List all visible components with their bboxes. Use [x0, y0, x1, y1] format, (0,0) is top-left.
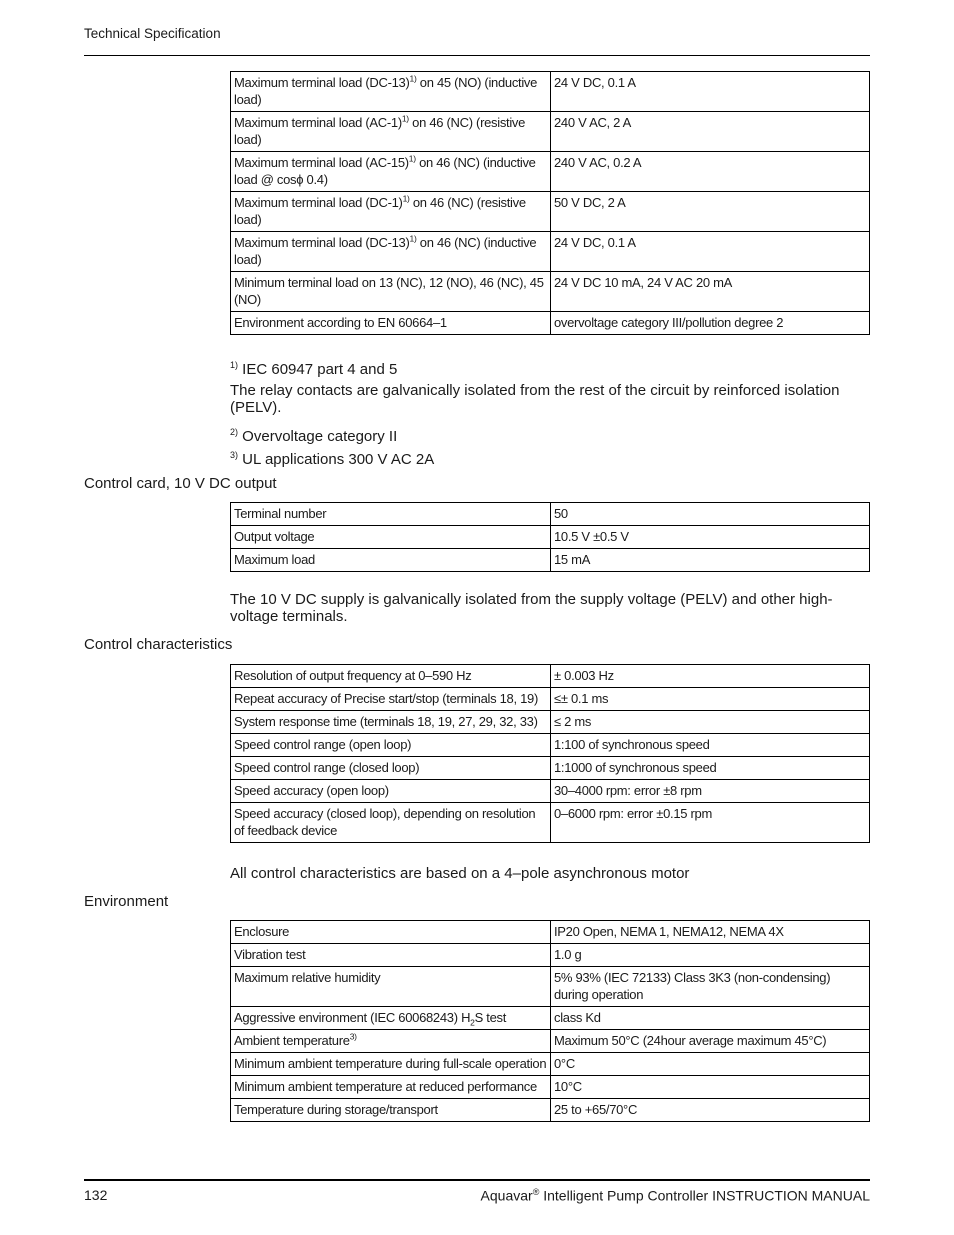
spec-label-cell: Speed control range (open loop) [231, 734, 551, 757]
footnote-ref: 1) [401, 113, 409, 124]
table-row [231, 152, 870, 192]
table-row [231, 944, 870, 967]
spec-value-cell: overvoltage category III/pollution degree 2 [551, 312, 870, 335]
control-characteristics-heading: Control characteristics [84, 636, 233, 653]
spec-label-cell: Maximum relative humidity [231, 967, 551, 1007]
spec-label-cell: Output voltage [231, 526, 551, 549]
spec-value-cell: IP20 Open, NEMA 1, NEMA12, NEMA 4X [551, 921, 870, 944]
running-header: Technical Specification [84, 26, 221, 41]
table-row [231, 967, 870, 1007]
spec-value-cell: 50 [551, 503, 870, 526]
control-card-table [230, 502, 870, 572]
spec-label-cell: Speed control range (closed loop) [231, 757, 551, 780]
table-row [231, 803, 870, 843]
footnote-ref: 1) [402, 193, 410, 204]
spec-label-cont: on 45 (NO) (inductive load) [234, 75, 538, 107]
spec-label-cell: Speed accuracy (open loop) [231, 780, 551, 803]
spec-label-cell: Minimum ambient temperature during full-scale operation [231, 1053, 551, 1076]
spec-label-cell: Vibration test [231, 944, 551, 967]
spec-label: Maximum terminal load (AC-1) [234, 115, 402, 130]
registered-mark: ® [532, 1187, 540, 1197]
spec-label-cell: Repeat accuracy of Precise start/stop (terminals 18, 19) [231, 688, 551, 711]
control-card-note: The 10 V DC supply is galvanically isolated from the supply voltage (PELV) and other high-voltage terminals. [230, 591, 833, 625]
table-row [231, 688, 870, 711]
footnote-ref: 1) [408, 153, 416, 164]
table-row [231, 503, 870, 526]
isolation-note: The relay contacts are galvanically isolated from the rest of the circuit by reinforced isolation (PELV). [230, 382, 840, 416]
spec-value-cell: class Kd [551, 1007, 870, 1030]
spec-value-cell: 1:100 of synchronous speed [551, 734, 870, 757]
spec-value-cell: 5% 93% (IEC 72133) Class 3K3 (non-condensing) during operation [551, 967, 870, 1007]
control-characteristics-note: All control characteristics are based on a 4–pole asynchronous motor [230, 865, 690, 882]
manual-title-brand: Aquavar [480, 1187, 533, 1204]
control-card-heading: Control card, 10 V DC output [84, 475, 277, 492]
table-row [231, 757, 870, 780]
environment-heading: Environment [84, 893, 169, 910]
spec-label-cell [231, 1030, 551, 1053]
spec-value-cell: 10.5 V ±0.5 V [551, 526, 870, 549]
spec-value-cell: 240 V AC, 0.2 A [551, 152, 870, 192]
spec-value-cell: 0°C [551, 1053, 870, 1076]
spec-label-cell [231, 112, 551, 152]
spec-value-cell: Maximum 50°C (24hour average maximum 45°C) [551, 1030, 870, 1053]
footnote-text: UL applications 300 V AC 2A [238, 451, 435, 468]
spec-label-cell: Temperature during storage/transport [231, 1099, 551, 1122]
footnote-ref: 1) [409, 233, 417, 244]
table-row [231, 780, 870, 803]
manual-title-rest: Intelligent Pump Controller INSTRUCTION MANUAL [539, 1187, 870, 1204]
table-row [231, 1099, 870, 1122]
table-row [231, 526, 870, 549]
table-row [231, 549, 870, 572]
environment-table [230, 920, 870, 1122]
table-row [231, 72, 870, 112]
spec-value-cell: 10°C [551, 1076, 870, 1099]
spec-label: Maximum terminal load (DC-1) [234, 195, 403, 210]
spec-value-cell: 50 V DC, 2 A [551, 192, 870, 232]
spec-label-cont: on 46 (NC) (inductive load @ cosϕ 0.4) [234, 155, 536, 187]
spec-label: Environment according to EN 60664–1 [234, 315, 447, 330]
footnote-1 [230, 357, 870, 378]
footnote-2 [230, 424, 870, 445]
table-row [231, 921, 870, 944]
spec-label-cell: Resolution of output frequency at 0–590 Hz [231, 665, 551, 688]
table-row [231, 312, 870, 335]
spec-label: Ambient temperature [234, 1033, 350, 1048]
footnote-3 [230, 447, 870, 468]
spec-value-cell: ± 0.003 Hz [551, 665, 870, 688]
spec-value-cell: 24 V DC, 0.1 A [551, 232, 870, 272]
spec-value-cell: ≤ 2 ms [551, 711, 870, 734]
manual-title [481, 1187, 870, 1204]
table-row [231, 711, 870, 734]
spec-label: Maximum terminal load (DC-13) [234, 75, 410, 90]
spec-label-cell [231, 312, 551, 335]
footnote-text: IEC 60947 part 4 and 5 [238, 361, 398, 378]
spec-label-cont: on 46 (NC) (resistive load) [234, 195, 526, 227]
table-row [231, 1076, 870, 1099]
footnote-mark: 2) [230, 427, 239, 437]
table-row [231, 1030, 870, 1053]
spec-label-cell: System response time (terminals 18, 19, 27, 29, 32, 33) [231, 711, 551, 734]
spec-label-cell: Maximum load [231, 549, 551, 572]
spec-value-cell: 24 V DC 10 mA, 24 V AC 20 mA [551, 272, 870, 312]
table-row [231, 734, 870, 757]
spec-value-cell: 0–6000 rpm: error ±0.15 rpm [551, 803, 870, 843]
spec-value-cell: 30–4000 rpm: error ±8 rpm [551, 780, 870, 803]
footnote-ref: 1) [409, 73, 417, 84]
spec-label: Maximum terminal load (DC-13) [234, 235, 410, 250]
page-number: 132 [84, 1187, 108, 1203]
spec-label-cont: S test [474, 1010, 507, 1025]
footnote-ref: 3) [349, 1031, 357, 1042]
spec-label-cell [231, 272, 551, 312]
spec-label: Aggressive environment (IEC 60068243) H [234, 1010, 471, 1025]
table-row [231, 1007, 870, 1030]
table-row [231, 192, 870, 232]
header-rule [84, 55, 870, 56]
spec-value-cell: ≤± 0.1 ms [551, 688, 870, 711]
relay-load-table [230, 71, 870, 335]
footnote-mark: 3) [230, 450, 239, 460]
table-row [231, 112, 870, 152]
spec-value-cell: 15 mA [551, 549, 870, 572]
footnote-text: Overvoltage category II [238, 428, 398, 445]
spec-value-cell: 1.0 g [551, 944, 870, 967]
spec-label: Maximum terminal load (AC-15) [234, 155, 409, 170]
spec-value-cell: 25 to +65/70°C [551, 1099, 870, 1122]
table-row [231, 1053, 870, 1076]
spec-label-cell: Speed accuracy (closed loop), depending on resolution of feedback device [231, 803, 551, 843]
control-characteristics-table [230, 664, 870, 843]
spec-label-cell [231, 232, 551, 272]
footer-rule [84, 1179, 870, 1181]
spec-label-cell [231, 1007, 551, 1030]
spec-label-cell: Enclosure [231, 921, 551, 944]
subscript: 2 [470, 1017, 475, 1028]
spec-value-cell: 240 V AC, 2 A [551, 112, 870, 152]
spec-label-cont: on 46 (NC) (resistive load) [234, 115, 526, 147]
footnote-mark: 1) [230, 360, 239, 370]
table-row [231, 232, 870, 272]
spec-value-cell: 24 V DC, 0.1 A [551, 72, 870, 112]
spec-label-cont: on 46 (NC) (inductive load) [234, 235, 537, 267]
spec-label-cell [231, 72, 551, 112]
spec-label-cell: Terminal number [231, 503, 551, 526]
spec-label: Minimum terminal load on 13 (NC), 12 (NO), 46 (NC), 45 (NO) [234, 275, 544, 307]
spec-label-cell [231, 152, 551, 192]
spec-label-cell [231, 192, 551, 232]
table-row [231, 665, 870, 688]
spec-value-cell: 1:1000 of synchronous speed [551, 757, 870, 780]
spec-label-cell: Minimum ambient temperature at reduced performance [231, 1076, 551, 1099]
table-row [231, 272, 870, 312]
